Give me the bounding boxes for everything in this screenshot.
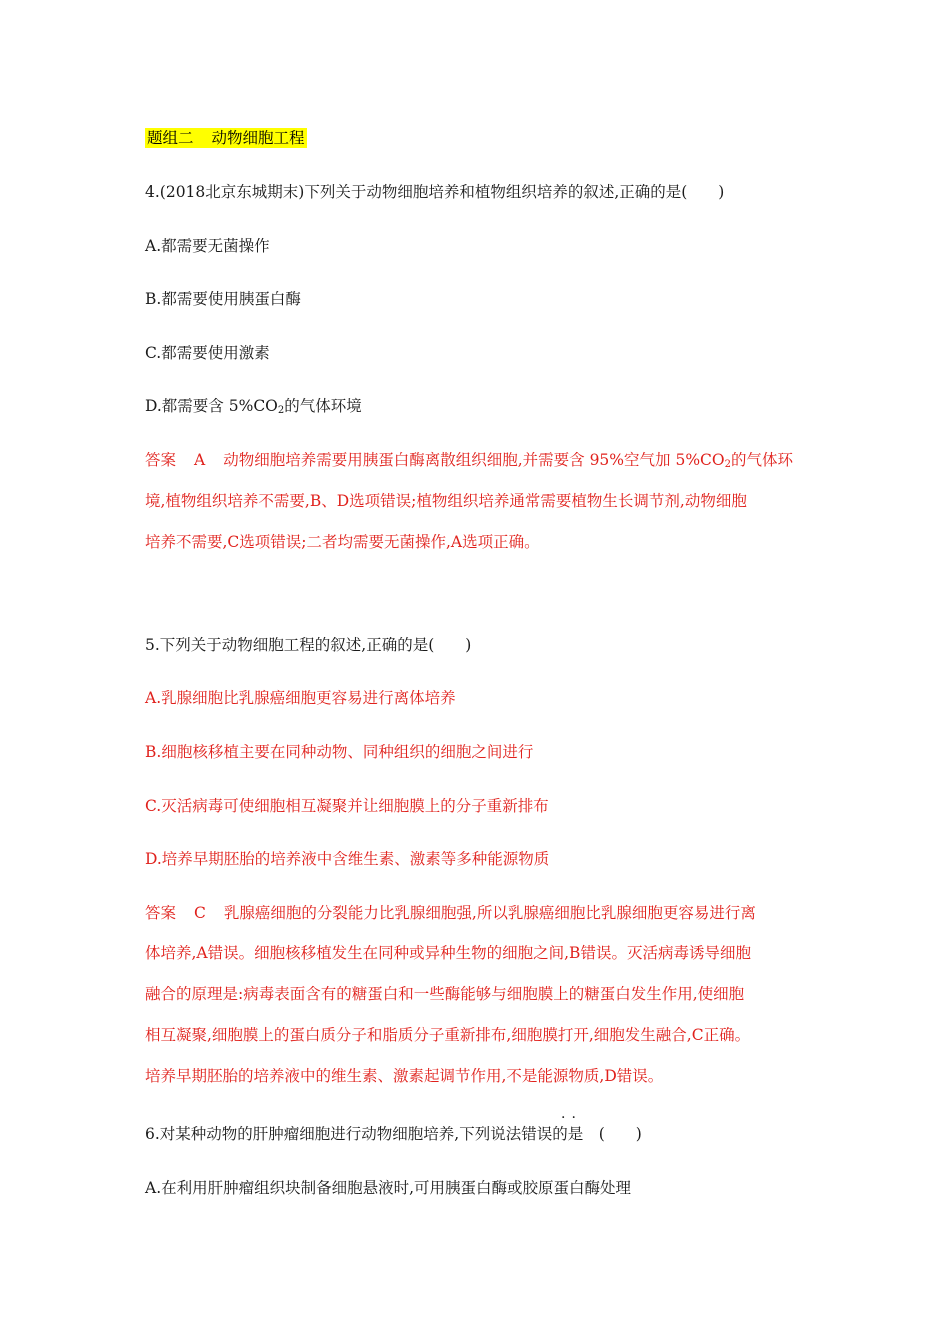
question-5-option-b: B.细胞核移植主要在同种动物、同种组织的细胞之间进行 bbox=[145, 743, 534, 761]
answer-text: 乳腺癌细胞的分裂能力比乳腺细胞强,所以乳腺癌细胞比乳腺细胞更容易进行离 bbox=[223, 904, 756, 922]
section-heading bbox=[145, 127, 307, 149]
answer-subscript: 2 bbox=[724, 459, 731, 470]
answer-letter: C bbox=[194, 904, 206, 922]
question-4-option-c: C.都需要使用激素 bbox=[145, 344, 270, 362]
answer-letter: A bbox=[194, 451, 206, 469]
question-4-option-a: A.都需要无菌操作 bbox=[145, 237, 270, 255]
stem-text-end: 的是 ( ) bbox=[552, 1125, 642, 1143]
answer-label: 答案 bbox=[145, 451, 177, 469]
question-5-answer-line-2: 体培养,A错误。细胞核移植发生在同种或异种生物的细胞之间,B错误。灭活病毒诱导细胞 bbox=[145, 944, 751, 962]
question-4-option-d bbox=[145, 395, 362, 417]
question-6-stem bbox=[145, 1123, 642, 1145]
question-4-answer-line-1 bbox=[145, 449, 793, 471]
question-5-option-c: C.灭活病毒可使细胞相互凝聚并让细胞膜上的分子重新排布 bbox=[145, 797, 549, 815]
answer-text-end: 的气体环 bbox=[731, 451, 794, 469]
section-label: 题组二 bbox=[147, 129, 194, 147]
question-5-answer-line-4: 相互凝聚,细胞膜上的蛋白质分子和脂质分子重新排布,细胞膜打开,细胞发生融合,C正确。 bbox=[145, 1026, 751, 1044]
emphasis-dots: ·· bbox=[561, 1110, 582, 1126]
question-4-answer-line-3: 培养不需要,C选项错误;二者均需要无菌操作,A选项正确。 bbox=[145, 533, 540, 551]
answer-text: 动物细胞培养需要用胰蛋白酶离散组织细胞,并需要含 95%空气加 5%CO bbox=[223, 451, 725, 469]
question-4-answer-line-2: 境,植物组织培养不需要,B、D选项错误;植物组织培养通常需要植物生长调节剂,动物细胞 bbox=[145, 492, 747, 510]
stem-text: 6.对某种动物的肝肿瘤细胞进行动物细胞培养,下列说法 bbox=[145, 1125, 522, 1143]
option-d-subscript: 2 bbox=[277, 405, 285, 416]
option-d-text: D.都需要含 5%CO bbox=[145, 397, 278, 415]
question-6-option-a: A.在利用肝肿瘤组织块制备细胞悬液时,可用胰蛋白酶或胶原蛋白酶处理 bbox=[145, 1179, 632, 1197]
question-5-option-d: D.培养早期胚胎的培养液中含维生素、激素等多种能源物质 bbox=[145, 850, 550, 868]
question-4-option-b: B.都需要使用胰蛋白酶 bbox=[145, 290, 301, 308]
stem-emphasis: 错误 bbox=[521, 1125, 553, 1143]
question-5-answer-line-5: 培养早期胚胎的培养液中的维生素、激素起调节作用,不是能源物质,D错误。 bbox=[145, 1067, 664, 1085]
question-5-option-a: A.乳腺细胞比乳腺癌细胞更容易进行离体培养 bbox=[145, 689, 456, 707]
question-5-answer-line-3: 融合的原理是:病毒表面含有的糖蛋白和一些酶能够与细胞膜上的糖蛋白发生作用,使细胞 bbox=[145, 985, 745, 1003]
section-topic: 动物细胞工程 bbox=[211, 129, 305, 147]
question-5-answer-line-1 bbox=[145, 902, 756, 924]
section-heading-highlight bbox=[145, 128, 307, 148]
option-d-text-end: 的气体环境 bbox=[284, 397, 362, 415]
question-5-stem: 5.下列关于动物细胞工程的叙述,正确的是( ) bbox=[145, 636, 472, 654]
answer-label: 答案 bbox=[145, 904, 177, 922]
question-4-stem: 4.(2018北京东城期末)下列关于动物细胞培养和植物组织培养的叙述,正确的是( ) bbox=[145, 183, 725, 201]
